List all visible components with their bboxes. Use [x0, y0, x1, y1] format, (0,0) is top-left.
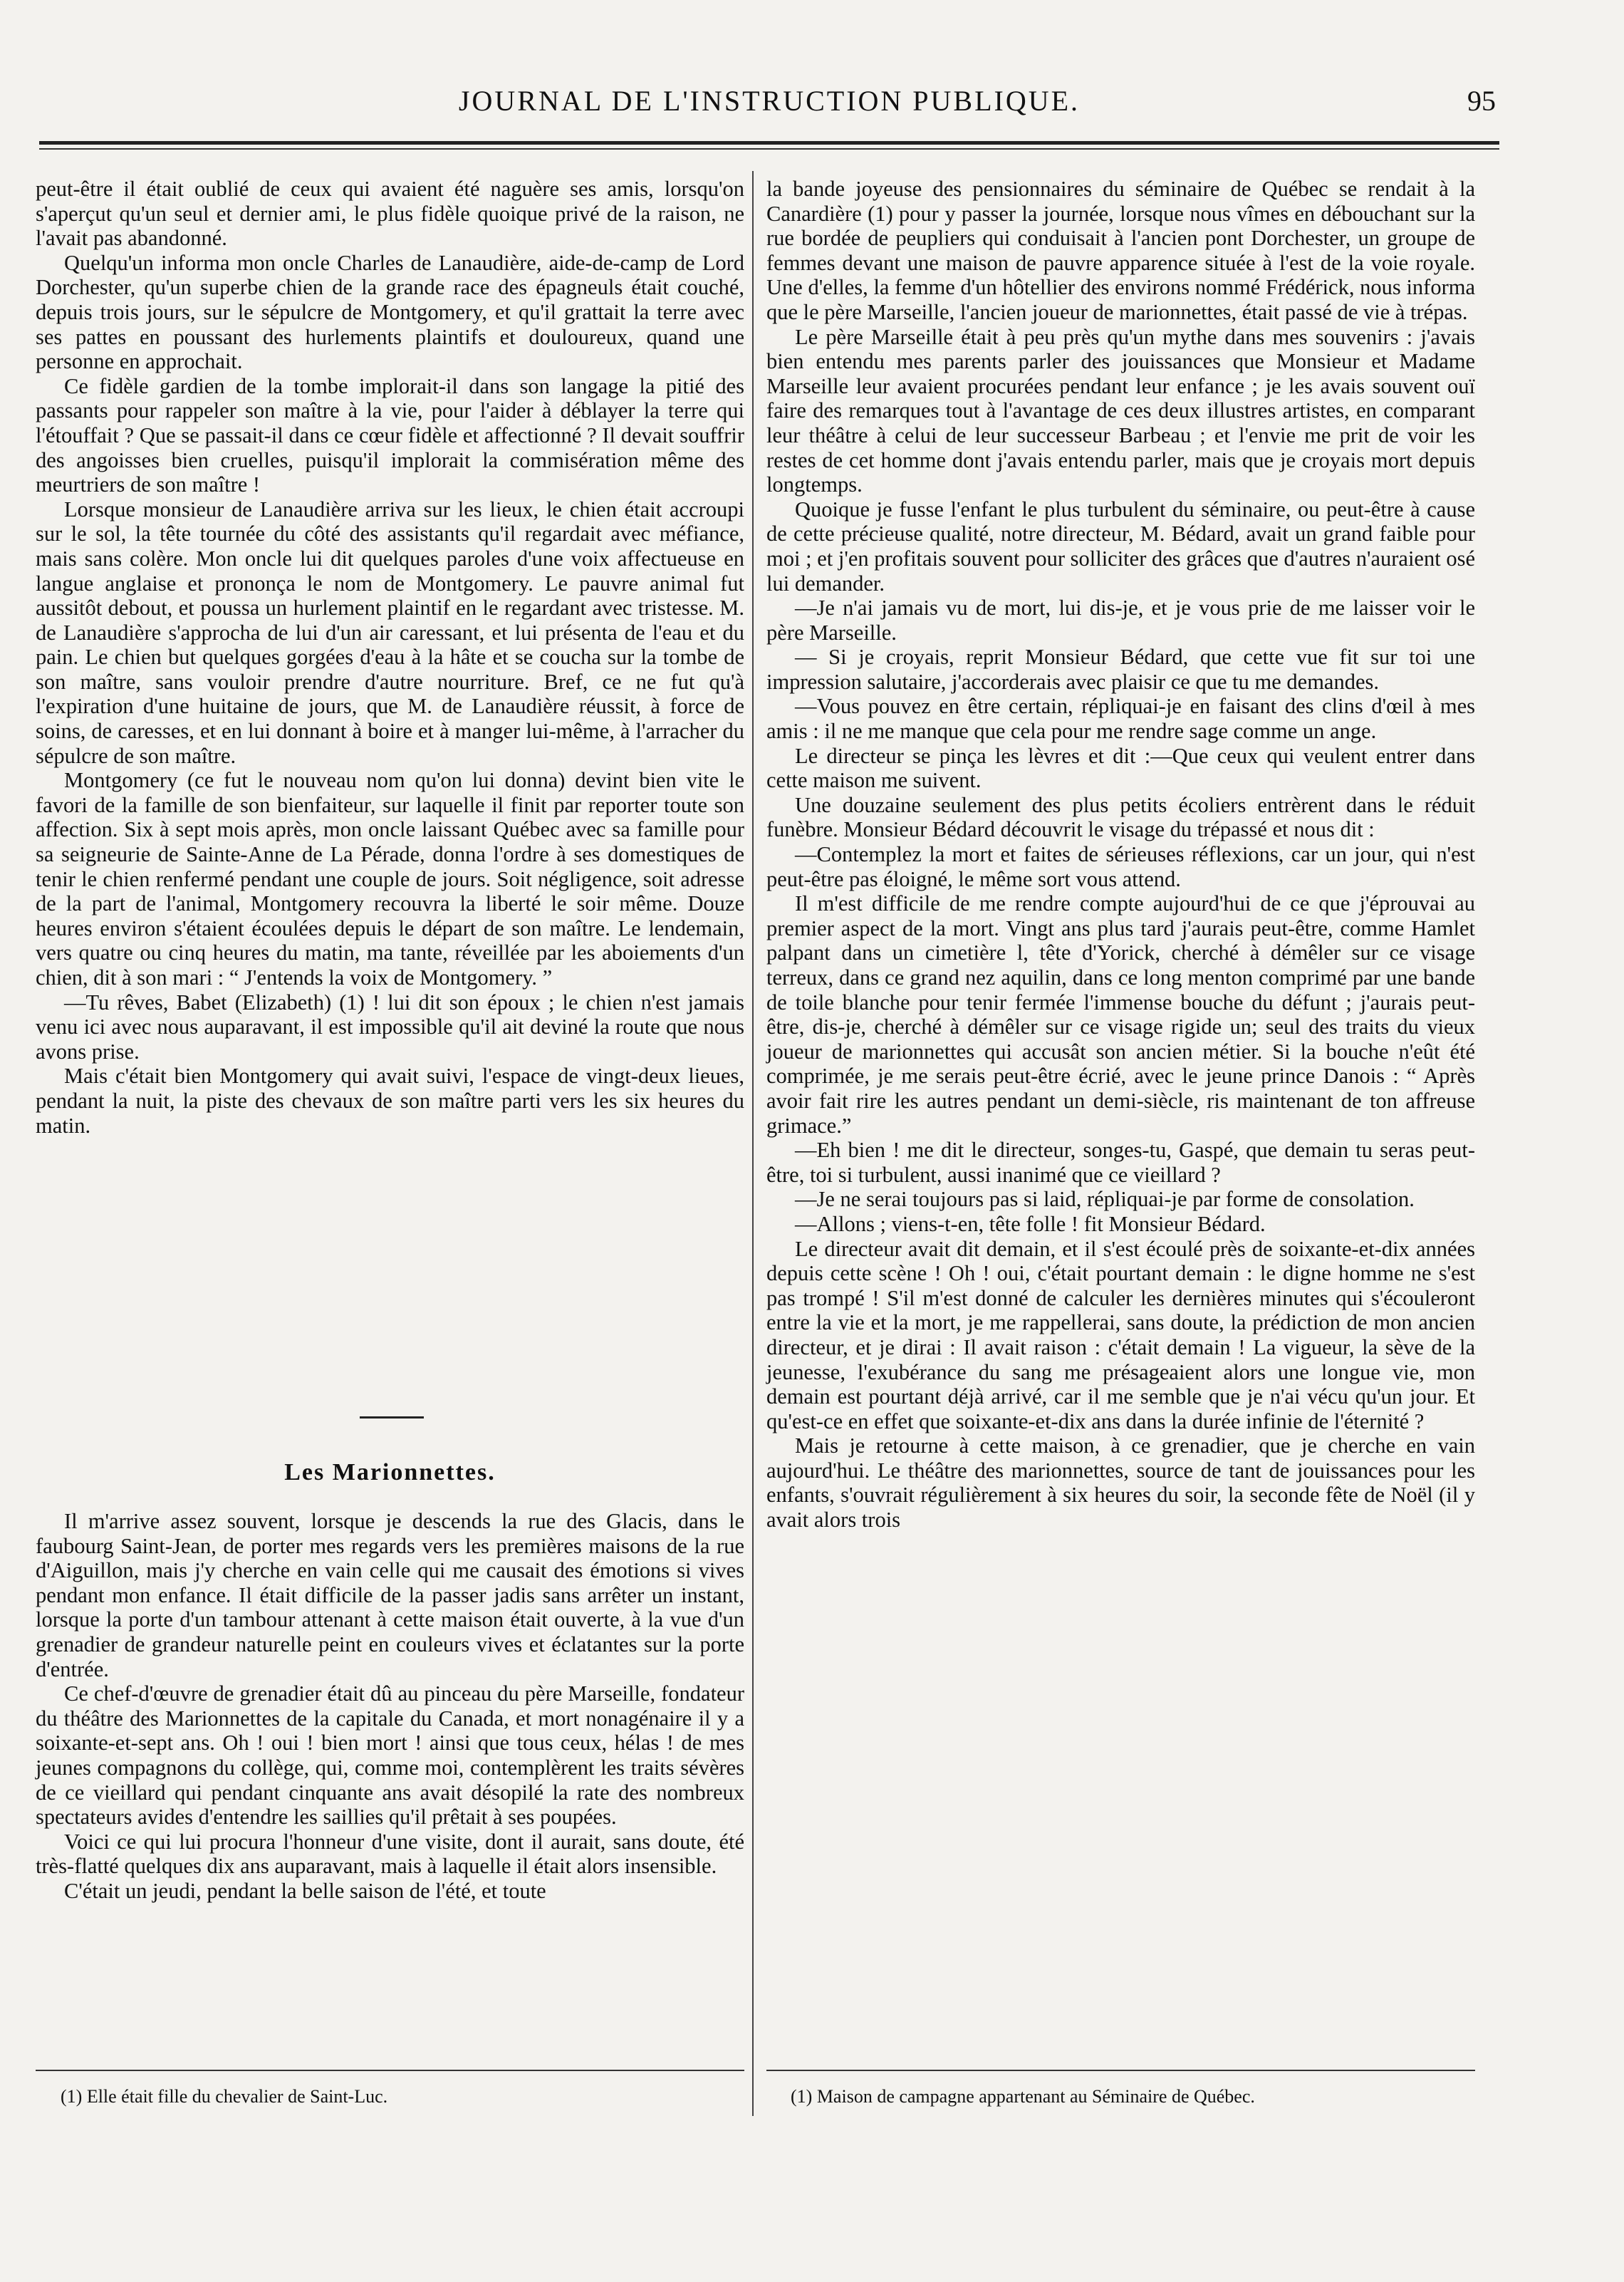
- left-column: [36, 177, 744, 1416]
- footnote-right: (1) Maison de campagne appartenant au Séminaire de Québec.: [791, 2086, 1255, 2107]
- right-column: [766, 177, 1475, 2050]
- paragraph: Le directeur avait dit demain, et il s'est écoulé près de soixante-et-dix années depuis cette scène ! Oh ! oui, c'était pourtant demain : le digne homme ne s'est pas trompé ! S'il m'est donné de calculer les dernières minutes qui s'écouleront entre la vie et la mort, je me rappellerai, sans doute, la prédiction de mon ancien directeur, et je dirai : Il avait raison : c'était demain ! La vigueur, la sève de la jeunesse, l'exubérance du sang me présageaient alors une longue vie, mon demain est pourtant déjà arrivé, car il me semble que je n'ai vécu qu'un jour. Et qu'est-ce en effet que soixante-et-dix ans dans la durée infinie de l'éternité ?: [766, 1236, 1475, 1433]
- paragraph: Le père Marseille était à peu près qu'un mythe dans mes souvenirs : j'avais bien entendu mes parents parler des jouissances que Monsieur et Madame Marseille leur avaient procurées pendant leur enfance ; je les avais souvent ouï faire des remarques tout à l'avantage de ces deux illustres artistes, en comparant leur théâtre à celui de leur successeur Barbeau ; et l'envie me prit de voir les restes de cet homme dont j'avais entendu parler, mais que je croyais mort depuis longtemps.: [766, 324, 1475, 497]
- section-title: Les Marionnettes.: [284, 1459, 496, 1485]
- paragraph: Mais c'était bien Montgomery qui avait suivi, l'espace de vingt-deux lieues, pendant la nuit, la piste des chevaux de son maître parti vers les six heures du matin.: [36, 1064, 744, 1138]
- paragraph: Ce chef-d'œuvre de grenadier était dû au pinceau du père Marseille, fondateur du théâtre des Marionnettes de la capitale du Canada, et mort nonagénaire il y a soixante-et-sept ans. Oh ! oui ! bien mort ! ainsi que tous ceux, hélas ! de mes jeunes compagnons du collège, qui, comme moi, contemplèrent les traits sévères de ce vieillard qui pendant cinquante ans avait désopilé la rate des nombreux spectateurs avides d'entendre les saillies qu'il prêtait à ses poupées.: [36, 1681, 744, 1830]
- paragraph: Ce fidèle gardien de la tombe implorait-il dans son langage la pitié des passants pour rappeler son maître à la vie, pour l'aider à déblayer la terre qui l'étouffait ? Que se passait-il dans ce cœur fidèle et affectionné ? Il devait souffrir des angoisses bien cruelles, puisqu'il implorait la commisération même des meurtriers de son maître !: [36, 373, 744, 497]
- paragraph: Voici ce qui lui procura l'honneur d'une visite, dont il aurait, sans doute, été très-flatté quelques dix ans auparavant, mais à laquelle il était alors insensible.: [36, 1829, 744, 1879]
- page-header: [39, 84, 1499, 127]
- page-number: 95: [1467, 85, 1496, 117]
- left-column-section: [36, 1509, 744, 1904]
- paragraph: C'était un jeudi, pendant la belle saison de l'été, et toute: [64, 1878, 546, 1903]
- paragraph: —Tu rêves, Babet (Elizabeth) (1) ! lui dit son époux ; le chien n'est jamais venu ici avec nous auparavant, il est impossible qu'il ait deviné la route que nous avons prise.: [36, 990, 744, 1064]
- paragraph: Mais je retourne à cette maison, à ce grenadier, que je cherche en vain aujourd'hui. Le théâtre des marionnettes, source de tant de jouissances pour les enfants, s'ouvrait régulièrement à six heures du soir, la seconde fête de Noël (il y avait alors trois: [766, 1433, 1475, 1532]
- paragraph: —Eh bien ! me dit le directeur, songes-tu, Gaspé, que demain tu seras peut-être, toi si turbulent, aussi inanimé que ce vieillard ?: [766, 1138, 1475, 1187]
- paragraph: —Contemplez la mort et faites de sérieuses réflexions, car un jour, qui n'est peut-être pas éloigné, le même sort vous attend.: [766, 842, 1475, 891]
- paragraph: — Si je croyais, reprit Monsieur Bédard, que cette vue fit sur toi une impression salutaire, j'accorderais avec plaisir ce que tu me demandes.: [766, 645, 1475, 694]
- paragraph: —Je n'ai jamais vu de mort, lui dis-je, et je vous prie de me laisser voir le père Marseille.: [766, 596, 1475, 645]
- paragraph: —Vous pouvez en être certain, répliquai-je en faisant des clins d'œil à mes amis : il ne me manque que cela pour me rendre sage comme un ange.: [766, 694, 1475, 744]
- section-divider: [360, 1416, 424, 1419]
- footnote-rule-left: [36, 2070, 744, 2071]
- paragraph: Quelqu'un informa mon oncle Charles de Lanaudière, aide-de-camp de Lord Dorchester, qu'un superbe chien de la grande race des épagneuls était couché, depuis trois jours, sur le sépulcre de Montgomery, et qu'il grattait la terre avec ses pattes en poussant des hurlements plaintifs et douloureux, quand une personne en approchait.: [36, 250, 744, 374]
- paragraph: Une douzaine seulement des plus petits écoliers entrèrent dans le réduit funèbre. Monsieur Bédard découvrit le visage du trépassé et nous dit :: [766, 792, 1475, 842]
- header-rule-thin: [39, 148, 1499, 150]
- paragraph: Il m'est difficile de me rendre compte aujourd'hui de ce que j'éprouvai au premier aspect de la mort. Vingt ans plus tard j'aurais peut-être, comme Hamlet palpant dans un cimetière l, tête d'Yorick, cherché à démêler sur ce visage terreux, dans ce grand nez aquilin, dans ce long menton comprimé par une bande de toile blanche pour tenir fermée l'immense bouche du défunt ; j'aurais peut-être, dis-je, cherché à démêler sur ce visage rigide un; seul des traits du vieux joueur de marionnettes qui accusât son ancien métier. Si la bouche n'eût été comprimée, je me serais peut-être écrié, avec le jeune prince Danois : “ Après avoir fait rire les autres pendant un demi-siècle, ris maintenant de ton affreuse grimace.”: [766, 891, 1475, 1138]
- paragraph: Le directeur se pinça les lèvres et dit :—Que ceux qui veulent entrer dans cette maison me suivent.: [766, 743, 1475, 793]
- paragraph: Montgomery (ce fut le nouveau nom qu'on lui donna) devint bien vite le favori de la famille de son bienfaiteur, sur laquelle il finit par reporter toute son affection. Six à sept mois après, mon oncle laissant Québec avec sa famille pour sa seigneurie de Sainte-Anne de La Pérade, donna l'ordre à ses domestiques de tenir le chien renfermé pendant une couple de jours. Soit négligence, soit adresse de la part de l'animal, Montgomery recouvra la liberté le soir même. Douze heures environ s'étaient écoulées depuis le départ de son maître. Le lendemain, vers quatre ou cinq heures du matin, ma tante, réveillée par les aboiements d'un chien, dit à son mari : “ J'entends la voix de Montgomery. ”: [36, 768, 744, 990]
- paragraph: —Je ne serai toujours pas si laid, répliquai-je par forme de consolation.: [795, 1187, 1415, 1212]
- journal-title: JOURNAL DE L'INSTRUCTION PUBLIQUE.: [458, 85, 1081, 117]
- paragraph: peut-être il était oublié de ceux qui avaient été naguère ses amis, lorsqu'on s'aperçut qu'un seul et dernier ami, le plus fidèle quoique privé de la raison, ne l'avait pas abandonné.: [36, 177, 744, 251]
- header-rule: [39, 141, 1499, 145]
- column-separator: [752, 171, 754, 2116]
- footnote-left: (1) Elle était fille du chevalier de Saint-Luc.: [61, 2086, 388, 2107]
- paragraph: Il m'arrive assez souvent, lorsque je descends la rue des Glacis, dans le faubourg Saint-Jean, de porter mes regards vers les premières maisons de la rue d'Aiguillon, mais j'y cherche en vain celle qui me causait des émotions si vives pendant mon enfance. Il était difficile de la passer jadis sans arrêter un instant, lorsque la porte d'un tambour attenant à cette maison était ouverte, à la vue d'un grenadier de grandeur naturelle peint en couleurs vives et éclatantes sur la porte d'entrée.: [36, 1509, 744, 1681]
- paragraph: Lorsque monsieur de Lanaudière arriva sur les lieux, le chien était accroupi sur le sol, la tête tournée du côté des assistants qu'il regardait avec méfiance, mais sans colère. Mon oncle lui dit quelques paroles d'une voix affectueuse en langue anglaise et prononça le nom de Montgomery. Le pauvre animal fut aussitôt debout, et poussa un hurlement plaintif en le regardant avec tristesse. M. de Lanaudière s'approcha de lui d'un air caressant, et lui présenta de l'eau et du pain. Le chien but quelques gorgées d'eau à la hâte et se coucha sur la tombe de son maître, sans vouloir prendre d'autre nourriture. Bref, ce ne fut qu'à l'expiration d'une huitaine de jours, que M. de Lanaudière réussit, à force de soins, de caresses, et en lui donnant à boire et à manger lui-même, à l'arracher du sépulcre de son maître.: [36, 497, 744, 768]
- paragraph: la bande joyeuse des pensionnaires du séminaire de Québec se rendait à la Canardière (1) pour y passer la journée, lorsque nous vîmes en débouchant sur la rue bordée de peupliers qui conduisait à l'ancien pont Dorchester, un groupe de femmes devant une maison de pauvre apparence située à l'est de la voie royale. Une d'elles, la femme d'un hôtellier des environs nommé Frédérick, nous informa que le père Marseille, l'ancien joueur de marionnettes, était passé de vie à trépas.: [766, 177, 1475, 324]
- paragraph: Quoique je fusse l'enfant le plus turbulent du séminaire, ou peut-être à cause de cette précieuse qualité, notre directeur, M. Bédard, avait un grand faible pour moi ; et j'en profitais souvent pour solliciter des grâces que d'autres n'auraient osé lui demander.: [766, 497, 1475, 596]
- paragraph: —Allons ; viens-t-en, tête folle ! fit Monsieur Bédard.: [795, 1211, 1266, 1236]
- footnote-rule-right: [766, 2070, 1475, 2071]
